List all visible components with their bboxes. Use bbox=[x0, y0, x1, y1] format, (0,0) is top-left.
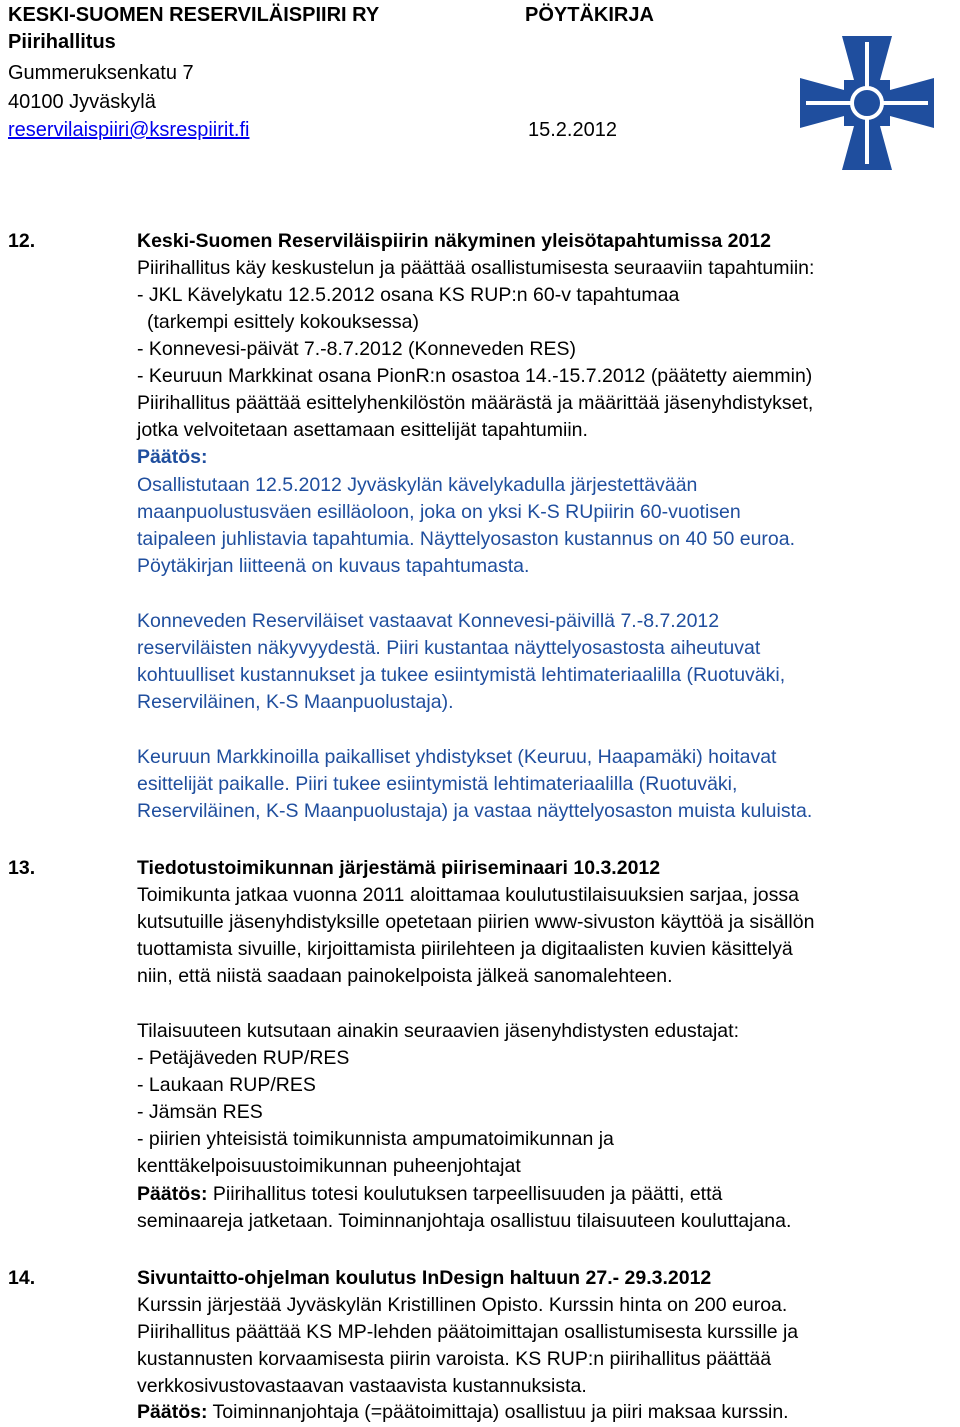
email-link[interactable]: reservilaispiiri@ksrespiirit.fi bbox=[8, 119, 250, 141]
section-12-decision-line: taipaleen juhlistavia tapahtumia. Näyttelyosaston kustannus on 40 50 euroa. bbox=[137, 528, 796, 550]
section-12-line: - Konnevesi-päivät 7.-8.7.2012 (Konneveden RES) bbox=[137, 338, 577, 360]
section-12-number: 12. bbox=[8, 230, 36, 252]
section-13-list-item: - Jämsän RES bbox=[137, 1101, 263, 1123]
section-13-line: tuottamista sivuille, kirjoittamista piirilehteen ja digitaalisten kuvien käsittelyä bbox=[137, 938, 793, 960]
section-14-number: 14. bbox=[8, 1267, 36, 1289]
section-12-title: Keski-Suomen Reserviläispiirin näkyminen yleisötapahtumissa 2012 bbox=[137, 230, 772, 252]
street-address: Gummeruksenkatu 7 bbox=[8, 62, 194, 84]
section-12-decision-line: kohtuulliset kustannukset ja tukee esiintymistä lehtimateriaalilla (Ruotuväki, bbox=[137, 664, 786, 686]
section-13-line: kutsutuille jäsenyhdistyksille opetetaan piirien www-sivuston käyttöä ja sisällön bbox=[137, 911, 815, 933]
doc-type: PÖYTÄKIRJA bbox=[525, 4, 654, 26]
section-13-list-item: - piirien yhteisistä toimikunnista ampumatoimikunnan ja bbox=[137, 1128, 614, 1150]
document-date: 15.2.2012 bbox=[528, 119, 617, 141]
section-13-decision-line: seminaareja jatketaan. Toiminnanjohtaja osallistuu tilaisuuteen kouluttajana. bbox=[137, 1210, 792, 1232]
section-12-decision-line: Pöytäkirjan liitteenä on kuvaus tapahtumasta. bbox=[137, 555, 530, 577]
section-13-decision-label: Päätös: bbox=[137, 1183, 208, 1205]
section-13-list-item: - Laukaan RUP/RES bbox=[137, 1074, 316, 1096]
section-12-decision-line: esittelijät paikalle. Piiri tukee esiintymistä lehtimateriaalilla (Ruotuväki, bbox=[137, 773, 738, 795]
section-14-line: Piirihallitus päättää KS MP-lehden päätoimittajan osallistumisesta kurssille ja bbox=[137, 1321, 799, 1343]
section-14-decision bbox=[137, 1399, 789, 1426]
section-13-line: niin, että niistä saadaan painokelpoista jälkeä sanomalehteen. bbox=[137, 965, 673, 987]
section-12-decision-line: Reserviläinen, K-S Maanpuolustaja). bbox=[137, 691, 454, 713]
section-13-list-item: - Petäjäveden RUP/RES bbox=[137, 1047, 350, 1069]
section-13-number: 13. bbox=[8, 857, 36, 879]
section-12-decision-label: Päätös: bbox=[137, 446, 208, 468]
section-12-decision-line: Konneveden Reserviläiset vastaavat Konnevesi-päivillä 7.-8.7.2012 bbox=[137, 610, 720, 632]
section-13-decision-text: Piirihallitus totesi koulutuksen tarpeellisuuden ja päätti, että bbox=[212, 1183, 723, 1205]
section-12-decision-line: Osallistutaan 12.5.2012 Jyväskylän kävelykadulla järjestettävään bbox=[137, 474, 698, 496]
section-12-line: - JKL Kävelykatu 12.5.2012 osana KS RUP:n 60-v tapahtumaa bbox=[137, 284, 680, 306]
section-14-line: kustannusten korvaamisesta piirin varoista. KS RUP:n piirihallitus päättää bbox=[137, 1348, 772, 1370]
section-14-decision-label: Päätös: bbox=[137, 1401, 208, 1423]
org-name: KESKI-SUOMEN RESERVILÄISPIIRI RY bbox=[8, 4, 380, 26]
section-14-decision-text: Toiminnanjohtaja (=päätoimittaja) osallistuu ja piiri maksaa kurssin. bbox=[212, 1401, 789, 1423]
section-13-line: Toimikunta jatkaa vuonna 2011 aloittamaa koulutustilaisuuksien sarjaa, jossa bbox=[137, 884, 799, 906]
cross-emblem-icon bbox=[792, 28, 942, 178]
section-12-decision-line: Keuruun Markkinoilla paikalliset yhdistykset (Keuruu, Haapamäki) hoitavat bbox=[137, 746, 777, 768]
section-12-decision-line: reserviläisten näkyvyydestä. Piiri kustantaa näyttelyosastosta aiheutuvat bbox=[137, 637, 761, 659]
section-12-line: (tarkempi esittely kokouksessa) bbox=[147, 311, 420, 333]
section-12-line: Piirihallitus päättää esittelyhenkilöstön määrästä ja määrittää jäsenyhdistykset, bbox=[137, 392, 814, 414]
section-14-line: verkkosivustovastaavan vastaavista kustannuksista. bbox=[137, 1375, 587, 1397]
section-12-line: - Keuruun Markkinat osana PionR:n osastoa 14.-15.7.2012 (päätetty aiemmin) bbox=[137, 365, 813, 387]
board-name: Piirihallitus bbox=[8, 31, 116, 53]
section-12-decision-line: Reserviläinen, K-S Maanpuolustaja) ja vastaa näyttelyosaston muista kuluista. bbox=[137, 800, 813, 822]
section-12-line: Piirihallitus käy keskustelun ja päättää osallistumisesta seuraaviin tapahtumiin: bbox=[137, 257, 815, 279]
section-13-decision bbox=[137, 1181, 722, 1208]
section-12-line: jotka velvoitetaan asettamaan esittelijät tapahtumiin. bbox=[137, 419, 588, 441]
section-14-line: Kurssin järjestää Jyväskylän Kristillinen Opisto. Kurssin hinta on 200 euroa. bbox=[137, 1294, 788, 1316]
section-13-title: Tiedotustoimikunnan järjestämä piiriseminaari 10.3.2012 bbox=[137, 857, 661, 879]
section-12-decision-line: maanpuolustusväen esilläoloon, joka on yksi K-S RUpiirin 60-vuotisen bbox=[137, 501, 741, 523]
section-13-line: Tilaisuuteen kutsutaan ainakin seuraavien jäsenyhdistysten edustajat: bbox=[137, 1020, 739, 1042]
section-14-title: Sivuntaitto-ohjelman koulutus InDesign haltuun 27.- 29.3.2012 bbox=[137, 1267, 712, 1289]
city-address: 40100 Jyväskylä bbox=[8, 91, 156, 113]
section-13-list-item: kenttäkelpoisuustoimikunnan puheenjohtajat bbox=[137, 1155, 521, 1177]
